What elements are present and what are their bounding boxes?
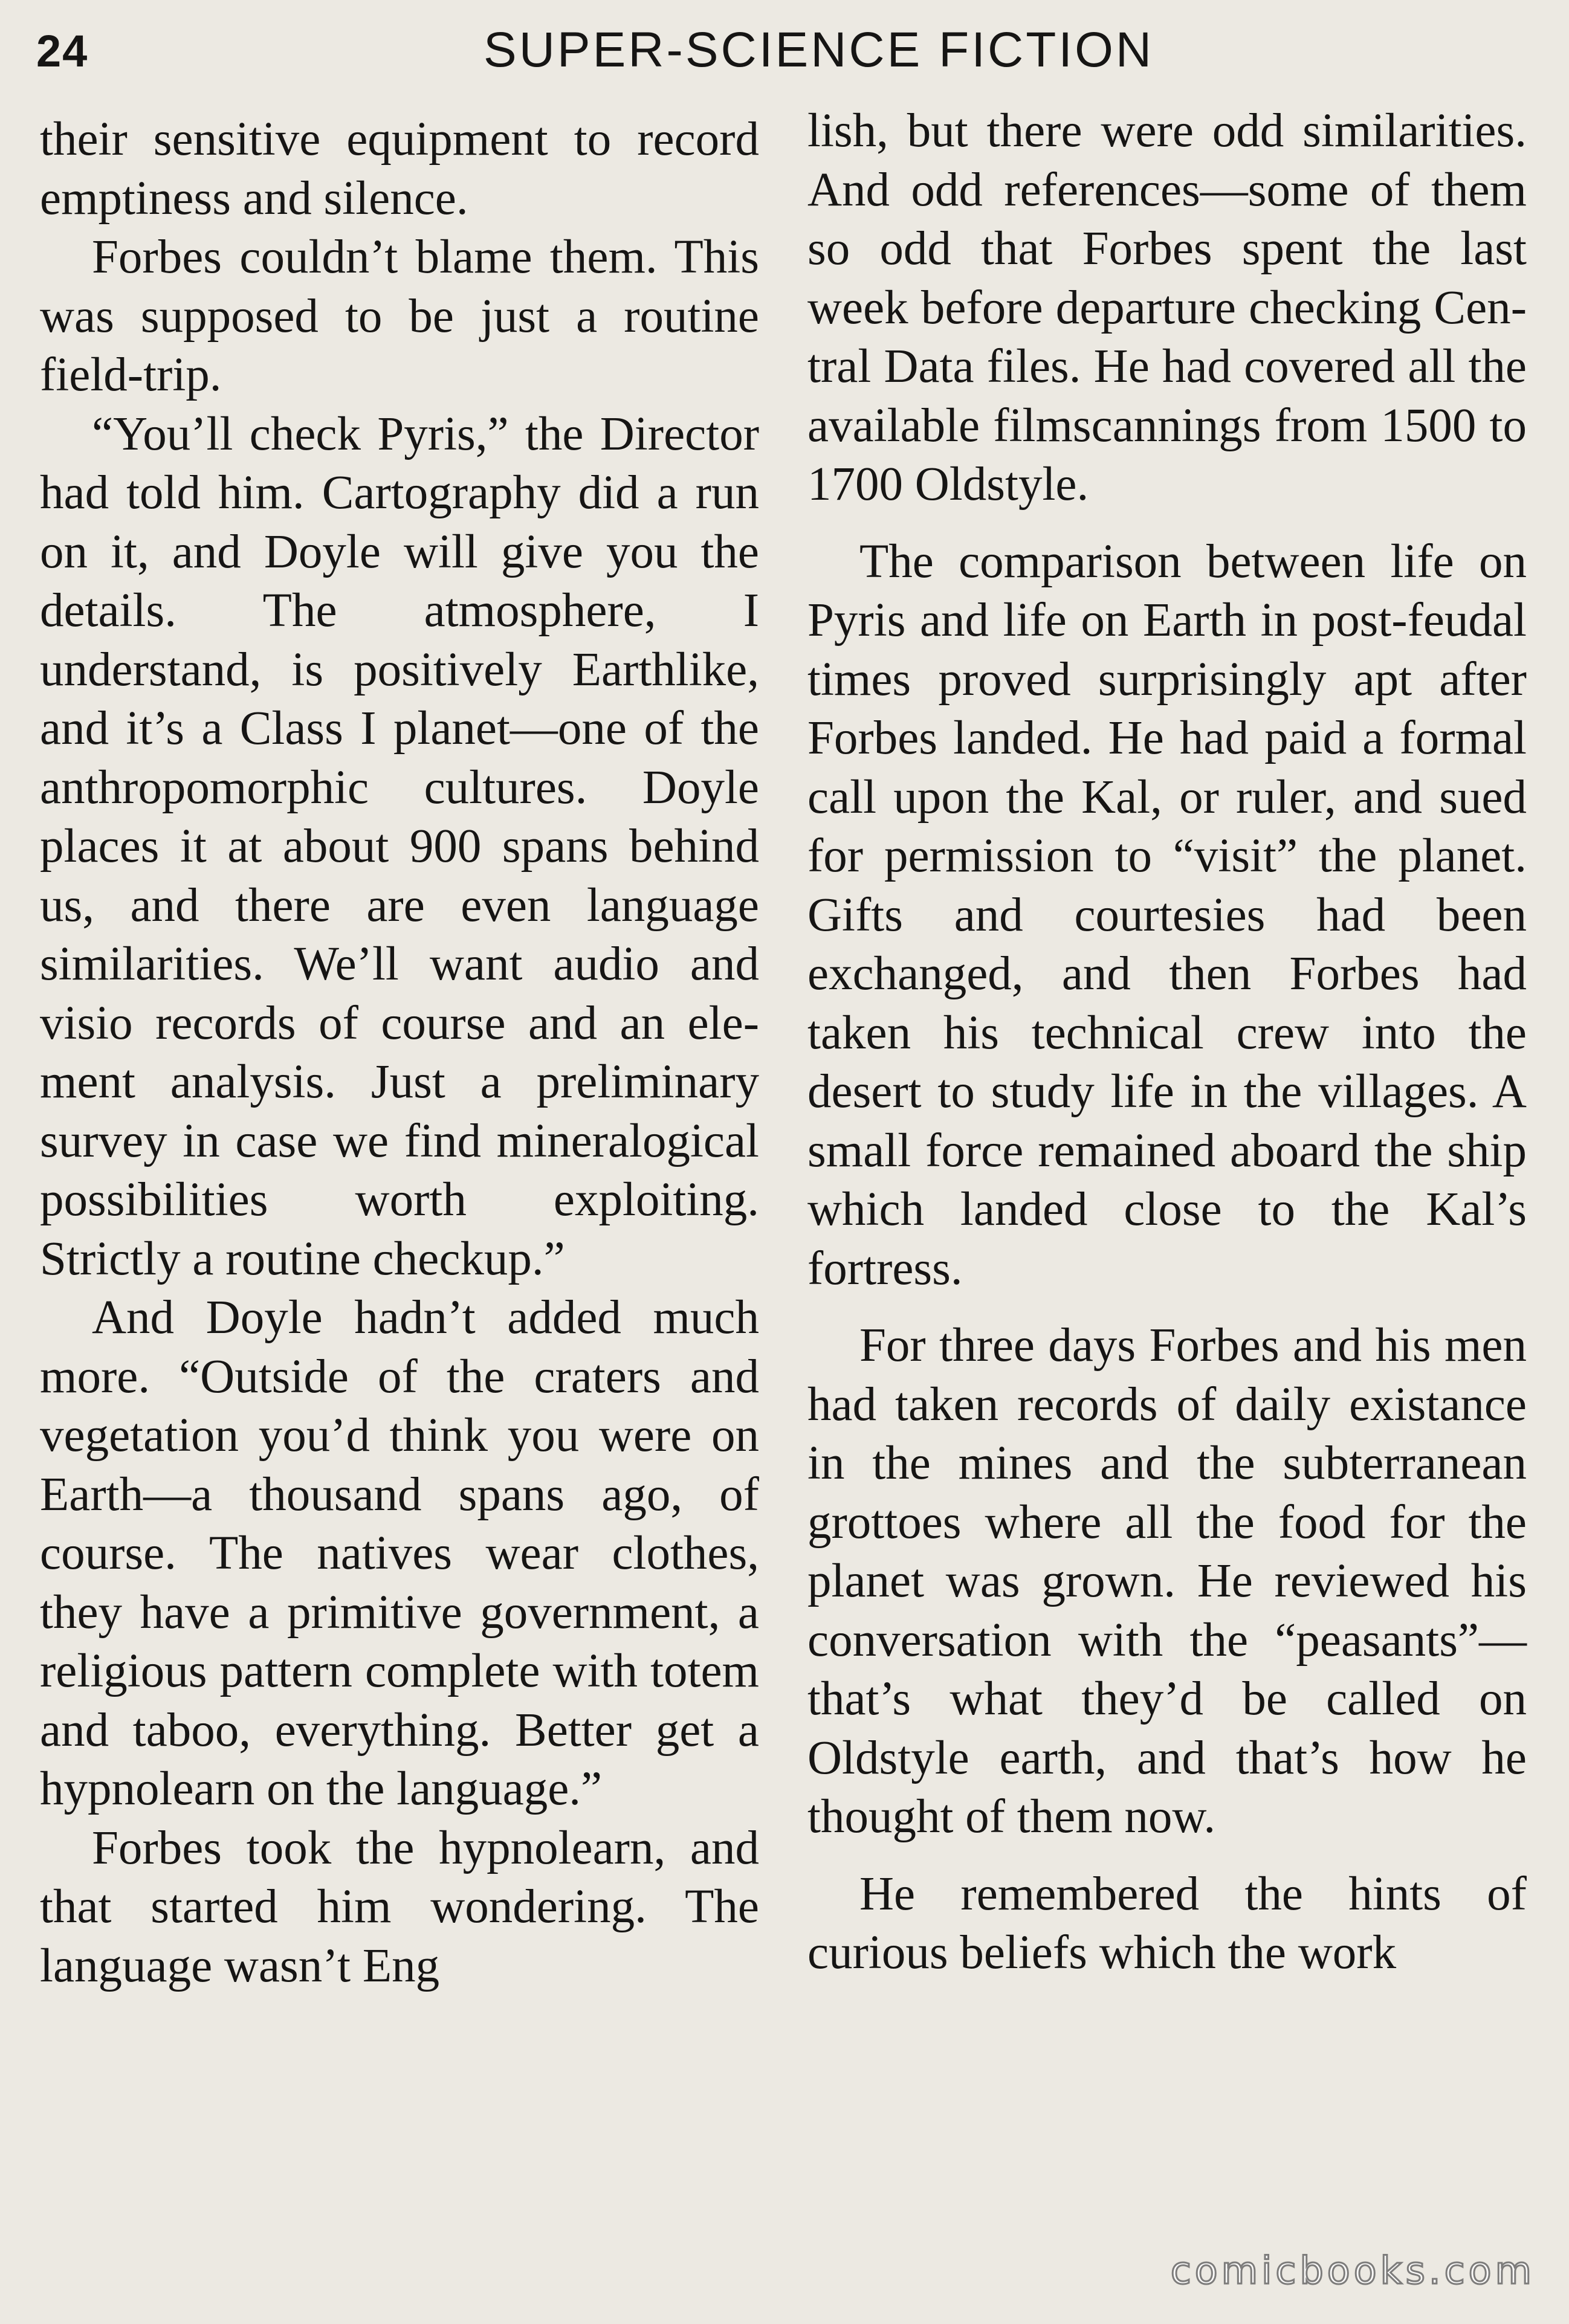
paragraph: He remembered the hints of curious beliefs which the work	[807, 1867, 1527, 1979]
paragraph: Forbes couldn’t blame them. This was supposed to be just a routine field-trip.	[40, 231, 759, 401]
right-column	[807, 102, 1527, 1983]
left-column	[40, 110, 759, 1995]
page-number: 24	[36, 26, 89, 76]
paragraph: And Doyle hadn’t added much more. “Outside of the craters and vegetation you’d think you were on Earth—a thousand spans ago, of course. The natives wear clothes, they have a primitive government, a religious pattern complete with totem and taboo, everything. Better get a hypnolearn on the language.”	[40, 1291, 759, 1815]
paragraph: For three days Forbes and his men had taken records of daily existance in the mines and the subterranean grottoes where all the food for the planet was grown. He reviewed his conversation with the “peasants”—that’s what they’d be called on Oldstyle earth, and that’s how he thought of them now.	[807, 1319, 1527, 1843]
running-title: SUPER-SCIENCE FICTION	[484, 22, 1154, 77]
paragraph: Forbes took the hypnolearn, and that started him wondering. The language wasn’t Eng	[40, 1821, 759, 1992]
watermark: comicbooks.com	[1170, 2248, 1535, 2293]
paragraph: The comparison between life on Pyris and life on Earth in post-feudal times proved surprisingly apt after Forbes landed. He had paid a formal call upon the Kal, or ruler, and sued for permission to “visit” the planet. Gifts and courtesies had been exchanged, and then Forbes had taken his technical crew into the desert to study life in the villages. A small force remained aboard the ship which landed close to the Kal’s fortress.	[807, 535, 1527, 1295]
paragraph: their sensitive equipment to record emptiness and silence.	[40, 113, 759, 225]
paragraph: lish, but there were odd similarities. And odd references—some of them so odd that Forbes spent the last week before departure checking Central Data files. He had covered all the available filmscannings from 1500 to 1700 Oldstyle.	[807, 105, 1527, 511]
page-header	[36, 18, 1535, 91]
paragraph: “You’ll check Pyris,” the Director had told him. Cartography did a run on it, and Doyle will give you the details. The atmosphere, I understand, is positively Earthlike, and it’s a Class I planet—one of the anthropomorphic cultures. Doyle places it at about 900 spans behind us, and there are even language similarities. We’ll want audio and visio records of course and an element analysis. Just a preliminary survey in case we find mineralogical possibilities worth exploiting. Strictly a routine checkup.”	[40, 407, 759, 1285]
